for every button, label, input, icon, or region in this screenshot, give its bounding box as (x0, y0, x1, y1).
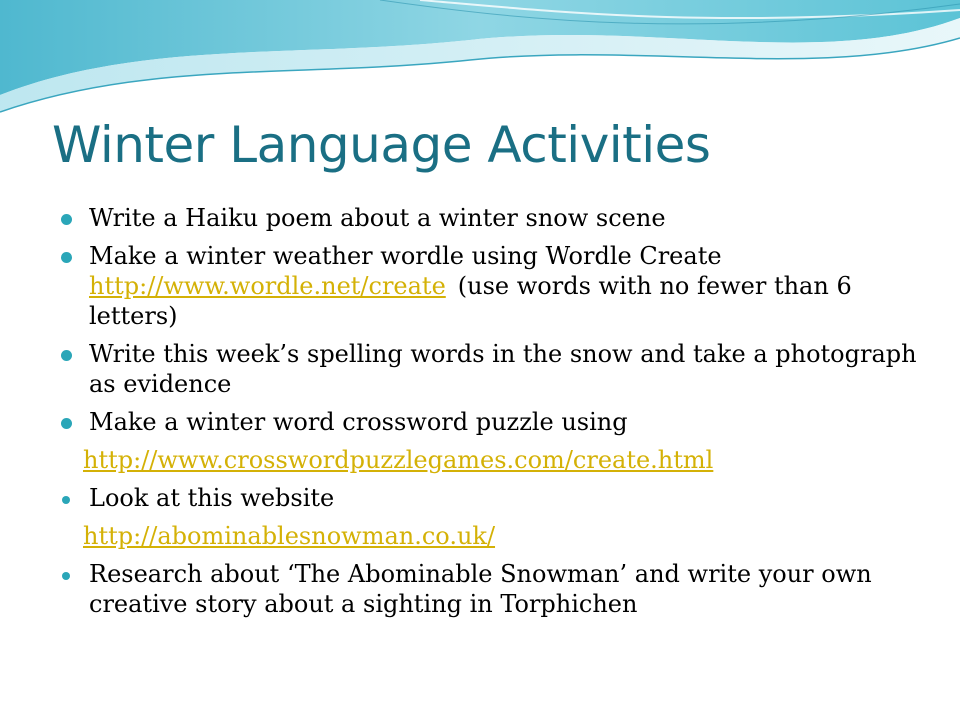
list-item (55, 203, 925, 233)
activity-list (55, 203, 925, 619)
bullet-text: Research about ‘The Abominable Snowman’ and write your own creative story about a sighting in Torphichen (89, 560, 872, 618)
list-item (55, 483, 925, 513)
list-item (55, 407, 925, 437)
bullet-text: Write a Haiku poem about a winter snow scene (89, 204, 666, 232)
list-item (55, 339, 925, 399)
bullet-text: (use words with no fewer than 6 letters) (89, 272, 852, 330)
list-item (55, 241, 925, 331)
decorative-wave-banner (0, 0, 960, 130)
bullet-text: Look at this website (89, 484, 335, 512)
list-item (55, 559, 925, 619)
bullet-text: Make a winter word crossword puzzle using (89, 408, 628, 436)
wordle-create-link[interactable]: http://www.wordle.net/create (89, 272, 446, 300)
bullet-text: Write this week’s spelling words in the snow and take a photograph as evidence (89, 340, 917, 398)
crossword-puzzle-link[interactable]: http://www.crosswordpuzzlegames.com/create.html (83, 446, 714, 474)
list-item (55, 521, 925, 551)
slide-title: Winter Language Activities (52, 116, 711, 174)
slide-body (55, 203, 925, 627)
abominable-snowman-link[interactable]: http://abominablesnowman.co.uk/ (83, 522, 496, 550)
list-item (55, 445, 925, 475)
bullet-text: Make a winter weather wordle using Wordle Create (89, 242, 722, 270)
